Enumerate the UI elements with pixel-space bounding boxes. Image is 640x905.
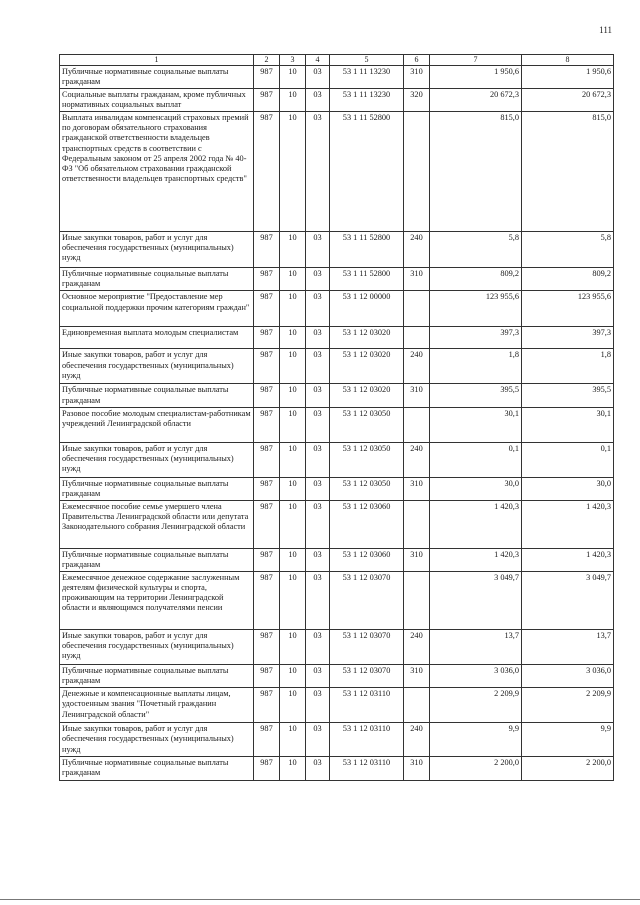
row-code-type xyxy=(404,291,430,327)
row-code-subsection: 03 xyxy=(306,572,330,630)
row-name: Публичные нормативные социальные выплаты гражданам xyxy=(60,477,254,500)
row-code-type: 310 xyxy=(404,384,430,407)
row-code-subsection: 03 xyxy=(306,665,330,688)
row-code-type: 320 xyxy=(404,88,430,111)
row-amount-col8: 3 049,7 xyxy=(522,572,614,630)
row-name: Ежемесячное денежное содержание заслуженным деятелям физической культуры и спорта, проживающим на территории Ленинградской области и являющимся получателями пенсии xyxy=(60,572,254,630)
row-name: Иные закупки товаров, работ и услуг для обеспечения государственных (муниципальных) нужд xyxy=(60,442,254,477)
row-code-ministry: 987 xyxy=(254,477,280,500)
row-code-section: 10 xyxy=(280,65,306,88)
row-code-type xyxy=(404,688,430,723)
table-row xyxy=(60,65,614,88)
row-code-ministry: 987 xyxy=(254,327,280,349)
row-code-type: 240 xyxy=(404,442,430,477)
row-code-section: 10 xyxy=(280,757,306,780)
column-header: 5 xyxy=(330,55,404,66)
row-code-subsection: 03 xyxy=(306,327,330,349)
row-amount-col7: 1 420,3 xyxy=(430,500,522,548)
column-header: 2 xyxy=(254,55,280,66)
row-code-target: 53 1 12 03020 xyxy=(330,349,404,384)
row-code-section: 10 xyxy=(280,349,306,384)
row-code-section: 10 xyxy=(280,384,306,407)
row-code-target: 53 1 12 00000 xyxy=(330,291,404,327)
row-name: Основное мероприятие "Предоставление мер социальной поддержки прочим категориям граждан" xyxy=(60,291,254,327)
row-code-target: 53 1 12 03020 xyxy=(330,384,404,407)
row-name: Публичные нормативные социальные выплаты гражданам xyxy=(60,548,254,571)
table-row xyxy=(60,407,614,442)
row-amount-col8: 0,1 xyxy=(522,442,614,477)
row-code-target: 53 1 12 03060 xyxy=(330,500,404,548)
table-row xyxy=(60,500,614,548)
row-code-ministry: 987 xyxy=(254,500,280,548)
column-header: 1 xyxy=(60,55,254,66)
row-code-type: 240 xyxy=(404,630,430,665)
row-code-ministry: 987 xyxy=(254,65,280,88)
page-bottom-rule xyxy=(0,899,640,900)
row-code-type: 310 xyxy=(404,477,430,500)
row-code-subsection: 03 xyxy=(306,384,330,407)
row-code-subsection: 03 xyxy=(306,232,330,268)
row-code-subsection: 03 xyxy=(306,723,330,757)
row-code-ministry: 987 xyxy=(254,291,280,327)
row-code-type: 240 xyxy=(404,232,430,268)
row-code-ministry: 987 xyxy=(254,232,280,268)
row-code-section: 10 xyxy=(280,327,306,349)
row-code-subsection: 03 xyxy=(306,65,330,88)
row-code-target: 53 1 12 03020 xyxy=(330,327,404,349)
row-amount-col7: 13,7 xyxy=(430,630,522,665)
row-amount-col7: 30,1 xyxy=(430,407,522,442)
row-code-target: 53 1 12 03070 xyxy=(330,630,404,665)
row-code-ministry: 987 xyxy=(254,723,280,757)
row-code-target: 53 1 11 52800 xyxy=(330,112,404,232)
row-amount-col8: 123 955,6 xyxy=(522,291,614,327)
row-amount-col8: 30,0 xyxy=(522,477,614,500)
row-code-target: 53 1 12 03050 xyxy=(330,477,404,500)
row-amount-col8: 397,3 xyxy=(522,327,614,349)
table-row xyxy=(60,477,614,500)
row-code-target: 53 1 12 03050 xyxy=(330,407,404,442)
row-code-section: 10 xyxy=(280,407,306,442)
table-row xyxy=(60,548,614,571)
budget-table xyxy=(59,54,614,781)
row-name: Иные закупки товаров, работ и услуг для обеспечения государственных (муниципальных) нужд xyxy=(60,723,254,757)
row-code-type xyxy=(404,407,430,442)
table-row xyxy=(60,327,614,349)
row-amount-col7: 3 036,0 xyxy=(430,665,522,688)
header-row xyxy=(60,55,614,66)
table-row xyxy=(60,688,614,723)
row-code-subsection: 03 xyxy=(306,268,330,291)
row-amount-col7: 2 209,9 xyxy=(430,688,522,723)
row-amount-col8: 809,2 xyxy=(522,268,614,291)
row-amount-col7: 5,8 xyxy=(430,232,522,268)
row-amount-col7: 1 950,6 xyxy=(430,65,522,88)
row-amount-col7: 395,5 xyxy=(430,384,522,407)
row-code-ministry: 987 xyxy=(254,349,280,384)
row-amount-col7: 1,8 xyxy=(430,349,522,384)
row-code-ministry: 987 xyxy=(254,688,280,723)
row-code-ministry: 987 xyxy=(254,268,280,291)
row-code-section: 10 xyxy=(280,630,306,665)
row-name: Публичные нормативные социальные выплаты гражданам xyxy=(60,665,254,688)
table-row xyxy=(60,232,614,268)
table-row xyxy=(60,665,614,688)
row-amount-col8: 20 672,3 xyxy=(522,88,614,111)
row-code-subsection: 03 xyxy=(306,477,330,500)
row-name: Выплата инвалидам компенсаций страховых премий по договорам обязательного страхования гражданской ответственности владельцев транспортных средств в соответствии с Федеральным законом от 25 апреля 2002 года № 40-ФЗ "Об обязательном страховании гражданской ответственности владельцев транспортных средств" xyxy=(60,112,254,232)
row-amount-col8: 1 420,3 xyxy=(522,548,614,571)
row-name: Социальные выплаты гражданам, кроме публичных нормативных социальных выплат xyxy=(60,88,254,111)
row-code-type: 310 xyxy=(404,548,430,571)
row-amount-col8: 3 036,0 xyxy=(522,665,614,688)
row-amount-col7: 2 200,0 xyxy=(430,757,522,780)
row-name: Разовое пособие молодым специалистам-работникам учреждений Ленинградской области xyxy=(60,407,254,442)
row-amount-col8: 1 950,6 xyxy=(522,65,614,88)
table-row xyxy=(60,268,614,291)
row-amount-col7: 9,9 xyxy=(430,723,522,757)
row-amount-col8: 9,9 xyxy=(522,723,614,757)
row-code-type xyxy=(404,327,430,349)
row-code-subsection: 03 xyxy=(306,548,330,571)
row-amount-col7: 0,1 xyxy=(430,442,522,477)
page-number: 111 xyxy=(599,25,612,35)
table-row xyxy=(60,442,614,477)
row-code-ministry: 987 xyxy=(254,112,280,232)
row-code-type: 310 xyxy=(404,757,430,780)
table-row xyxy=(60,384,614,407)
row-code-type xyxy=(404,112,430,232)
row-code-subsection: 03 xyxy=(306,757,330,780)
row-code-ministry: 987 xyxy=(254,407,280,442)
table-row xyxy=(60,291,614,327)
row-code-ministry: 987 xyxy=(254,757,280,780)
row-amount-col7: 809,2 xyxy=(430,268,522,291)
column-header: 4 xyxy=(306,55,330,66)
row-code-ministry: 987 xyxy=(254,630,280,665)
row-amount-col8: 2 209,9 xyxy=(522,688,614,723)
table-row xyxy=(60,723,614,757)
row-code-target: 53 1 12 03070 xyxy=(330,665,404,688)
row-code-subsection: 03 xyxy=(306,442,330,477)
row-amount-col8: 1,8 xyxy=(522,349,614,384)
row-amount-col8: 815,0 xyxy=(522,112,614,232)
row-amount-col7: 30,0 xyxy=(430,477,522,500)
row-name: Денежные и компенсационные выплаты лицам, удостоенным звания "Почетный гражданин Ленинградской области" xyxy=(60,688,254,723)
row-code-subsection: 03 xyxy=(306,349,330,384)
column-header: 6 xyxy=(404,55,430,66)
row-code-target: 53 1 11 52800 xyxy=(330,268,404,291)
row-code-ministry: 987 xyxy=(254,88,280,111)
row-code-subsection: 03 xyxy=(306,630,330,665)
row-code-section: 10 xyxy=(280,548,306,571)
row-name: Ежемесячное пособие семье умершего члена Правительства Ленинградской области или депутата Законодательного собрания Ленинградской области xyxy=(60,500,254,548)
row-code-target: 53 1 11 13230 xyxy=(330,65,404,88)
row-code-ministry: 987 xyxy=(254,442,280,477)
row-code-section: 10 xyxy=(280,572,306,630)
row-code-target: 53 1 11 13230 xyxy=(330,88,404,111)
row-code-type xyxy=(404,500,430,548)
row-amount-col7: 123 955,6 xyxy=(430,291,522,327)
row-name: Иные закупки товаров, работ и услуг для обеспечения государственных (муниципальных) нужд xyxy=(60,232,254,268)
row-code-ministry: 987 xyxy=(254,548,280,571)
row-code-target: 53 1 12 03070 xyxy=(330,572,404,630)
row-code-target: 53 1 11 52800 xyxy=(330,232,404,268)
row-code-ministry: 987 xyxy=(254,384,280,407)
column-header: 3 xyxy=(280,55,306,66)
row-code-section: 10 xyxy=(280,442,306,477)
row-amount-col8: 5,8 xyxy=(522,232,614,268)
row-code-subsection: 03 xyxy=(306,500,330,548)
row-amount-col8: 2 200,0 xyxy=(522,757,614,780)
row-code-section: 10 xyxy=(280,88,306,111)
row-code-section: 10 xyxy=(280,112,306,232)
row-name: Публичные нормативные социальные выплаты гражданам xyxy=(60,268,254,291)
row-amount-col7: 3 049,7 xyxy=(430,572,522,630)
row-amount-col8: 1 420,3 xyxy=(522,500,614,548)
row-amount-col7: 20 672,3 xyxy=(430,88,522,111)
row-amount-col7: 397,3 xyxy=(430,327,522,349)
row-code-subsection: 03 xyxy=(306,407,330,442)
row-code-target: 53 1 12 03110 xyxy=(330,723,404,757)
table-row xyxy=(60,112,614,232)
row-code-type: 310 xyxy=(404,665,430,688)
row-code-type: 310 xyxy=(404,65,430,88)
row-amount-col8: 395,5 xyxy=(522,384,614,407)
row-code-section: 10 xyxy=(280,500,306,548)
row-amount-col8: 13,7 xyxy=(522,630,614,665)
row-name: Иные закупки товаров, работ и услуг для обеспечения государственных (муниципальных) нужд xyxy=(60,349,254,384)
row-name: Публичные нормативные социальные выплаты гражданам xyxy=(60,757,254,780)
table-row xyxy=(60,572,614,630)
row-code-type: 240 xyxy=(404,723,430,757)
row-code-target: 53 1 12 03110 xyxy=(330,757,404,780)
row-code-subsection: 03 xyxy=(306,88,330,111)
row-code-target: 53 1 12 03110 xyxy=(330,688,404,723)
row-amount-col7: 815,0 xyxy=(430,112,522,232)
row-code-subsection: 03 xyxy=(306,291,330,327)
row-code-section: 10 xyxy=(280,268,306,291)
row-amount-col8: 30,1 xyxy=(522,407,614,442)
table-row xyxy=(60,757,614,780)
row-code-section: 10 xyxy=(280,723,306,757)
column-header: 8 xyxy=(522,55,614,66)
column-header: 7 xyxy=(430,55,522,66)
row-code-section: 10 xyxy=(280,291,306,327)
row-code-section: 10 xyxy=(280,477,306,500)
row-code-type: 310 xyxy=(404,268,430,291)
row-code-ministry: 987 xyxy=(254,572,280,630)
row-code-ministry: 987 xyxy=(254,665,280,688)
table-row xyxy=(60,630,614,665)
row-name: Иные закупки товаров, работ и услуг для обеспечения государственных (муниципальных) нужд xyxy=(60,630,254,665)
row-code-section: 10 xyxy=(280,232,306,268)
row-code-subsection: 03 xyxy=(306,112,330,232)
table-row xyxy=(60,88,614,111)
row-code-target: 53 1 12 03050 xyxy=(330,442,404,477)
row-code-type xyxy=(404,572,430,630)
row-code-subsection: 03 xyxy=(306,688,330,723)
row-name: Единовременная выплата молодым специалистам xyxy=(60,327,254,349)
table-row xyxy=(60,349,614,384)
row-code-section: 10 xyxy=(280,688,306,723)
row-amount-col7: 1 420,3 xyxy=(430,548,522,571)
row-name: Публичные нормативные социальные выплаты гражданам xyxy=(60,384,254,407)
row-code-section: 10 xyxy=(280,665,306,688)
row-code-type: 240 xyxy=(404,349,430,384)
row-name: Публичные нормативные социальные выплаты гражданам xyxy=(60,65,254,88)
row-code-target: 53 1 12 03060 xyxy=(330,548,404,571)
